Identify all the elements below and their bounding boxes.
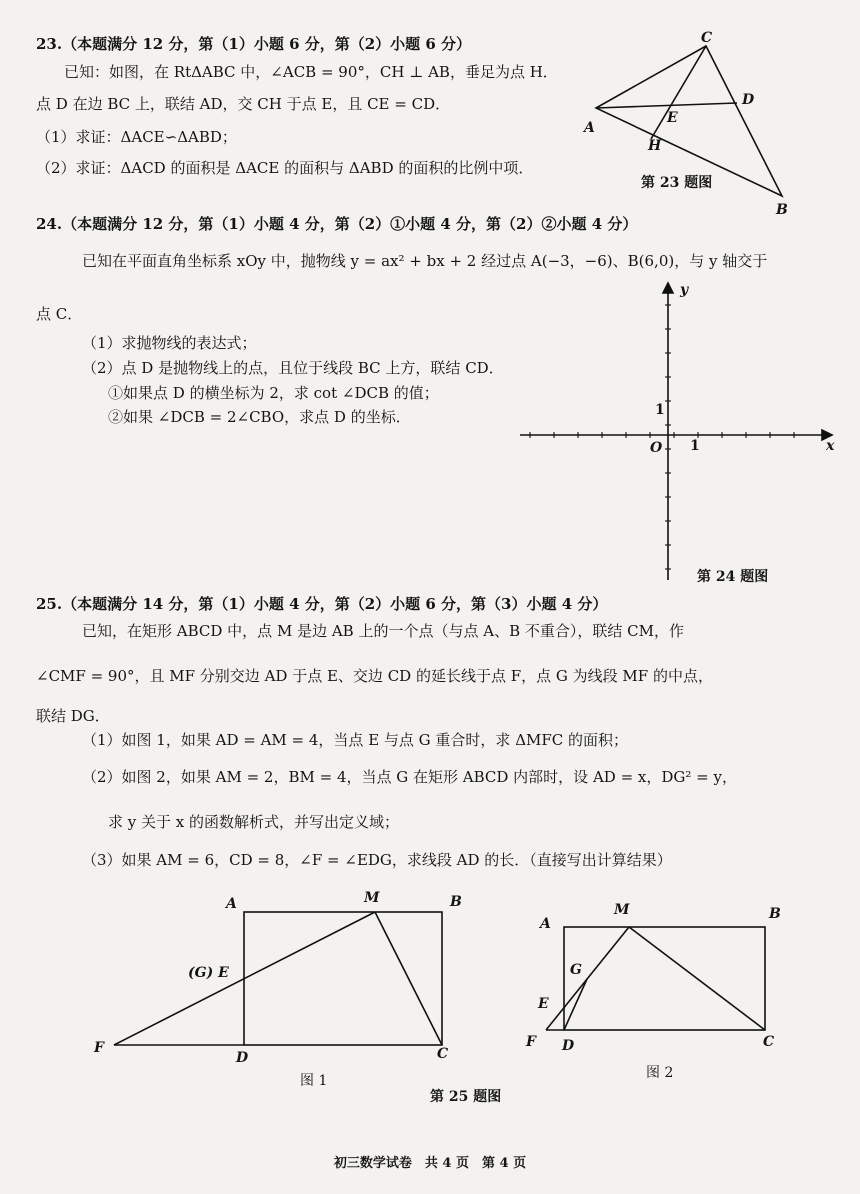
fig2-label-b: B	[769, 906, 781, 922]
q23-figure-caption: 第 23 题图	[641, 175, 713, 191]
fig1-label-b: B	[450, 894, 462, 910]
q24-figure-caption: 第 24 题图	[697, 569, 769, 585]
fig2-label-c: C	[763, 1034, 775, 1050]
q24-y-label: y	[680, 282, 689, 298]
q25-given-line3: 联结 DG．	[36, 707, 110, 725]
q24-part2b: ②如果 ∠DCB = 2∠CBO，求点 D 的坐标．	[108, 408, 411, 426]
segment-fm-fig2	[546, 927, 629, 1030]
q23-given-line1: 已知：如图，在 RtΔABC 中，∠ACB = 90°，CH ⊥ AB，垂足为点 H．	[64, 63, 558, 81]
q25-given-line2: ∠CMF = 90°，且 MF 分别交边 AD 于点 E、交边 CD 的延长线于点 F，点 G 为线段 MF 的中点，	[36, 667, 713, 685]
q23-label-a: A	[584, 120, 595, 136]
fig1-label-d: D	[236, 1050, 249, 1066]
q25-part2: （2）如图 2，如果 AM = 2，BM = 4，当点 G 在矩形 ABCD 内部时，设 AD = x，DG² = y，	[82, 768, 737, 786]
q24-given-line2: 点 C．	[36, 305, 83, 323]
q23-label-e: E	[667, 110, 678, 126]
fig2-label-e: E	[538, 996, 549, 1012]
segment-mc-fig2	[629, 927, 765, 1030]
page-footer: 初三数学试卷 共 4 页 第 4 页	[333, 1156, 527, 1171]
q24-x-label: x	[826, 438, 835, 454]
fig2-label-g: G	[570, 962, 582, 978]
fig2-label-m: M	[614, 902, 630, 918]
q24-part2: （2）点 D 是抛物线上的点，且位于线段 BC 上方，联结 CD．	[82, 359, 504, 377]
fig1-label-f: F	[94, 1040, 104, 1056]
q25-part3: （3）如果 AM = 6，CD = 8，∠F = ∠EDG，求线段 AD 的长．（直接写出计算结果）	[82, 851, 672, 869]
fig2-label-f: F	[526, 1034, 536, 1050]
fig1-label-ge: (G) E	[188, 965, 229, 981]
fig2-label-a: A	[540, 916, 551, 932]
q24-origin-label: O	[650, 440, 663, 456]
q25-given-line1: 已知，在矩形 ABCD 中，点 M 是边 AB 上的一个点（与点 A、B 不重合），联结 CM，作	[82, 622, 684, 640]
q25-figure-caption: 第 25 题图	[430, 1089, 502, 1105]
q25-header: 25.（本题满分 14 分，第（1）小题 4 分，第（2）小题 6 分，第（3）小题 4 分）	[36, 595, 608, 613]
rectangle-abcd-fig2	[564, 927, 765, 1030]
q25-part2b: 求 y 关于 x 的函数解析式，并写出定义域；	[108, 813, 400, 831]
q24-tick-y-1: 1	[655, 402, 665, 418]
fig2-label-d: D	[562, 1038, 575, 1054]
fig1-label-a: A	[226, 896, 237, 912]
q24-part2a: ①如果点 D 的横坐标为 2，求 cot ∠DCB 的值；	[108, 384, 439, 402]
fig2-caption: 图 2	[646, 1065, 674, 1081]
q24-header: 24.（本题满分 12 分，第（1）小题 4 分，第（2）①小题 4 分，第（2）②小题 4 分）	[36, 215, 638, 233]
q23-label-h: H	[648, 138, 662, 154]
q23-label-d: D	[742, 92, 755, 108]
q24-tick-x-1: 1	[690, 438, 700, 454]
fig1-label-c: C	[437, 1046, 449, 1062]
q23-label-c: C	[701, 30, 713, 46]
q23-header: 23.（本题满分 12 分，第（1）小题 6 分，第（2）小题 6 分）	[36, 35, 472, 53]
q23-given-line2: 点 D 在边 BC 上，联结 AD，交 CH 于点 E，且 CE = CD．	[36, 95, 451, 113]
q24-part1: （1）求抛物线的表达式；	[82, 334, 257, 352]
q24-given-line1: 已知在平面直角坐标系 xOy 中，抛物线 y = ax² + bx + 2 经过点 A(−3，−6)、B(6,0)，与 y 轴交于	[82, 252, 768, 270]
fig1-label-m: M	[364, 890, 380, 906]
q23-label-b: B	[776, 202, 788, 218]
q23-part1: （1）求证：ΔACE∽ΔABD；	[36, 128, 237, 146]
fig1-caption: 图 1	[300, 1073, 328, 1089]
q25-part1: （1）如图 1，如果 AD = AM = 4，当点 E 与点 G 重合时，求 ΔMFC 的面积；	[82, 731, 629, 749]
q23-part2: （2）求证：ΔACD 的面积是 ΔACE 的面积与 ΔABD 的面积的比例中项．	[36, 159, 534, 177]
